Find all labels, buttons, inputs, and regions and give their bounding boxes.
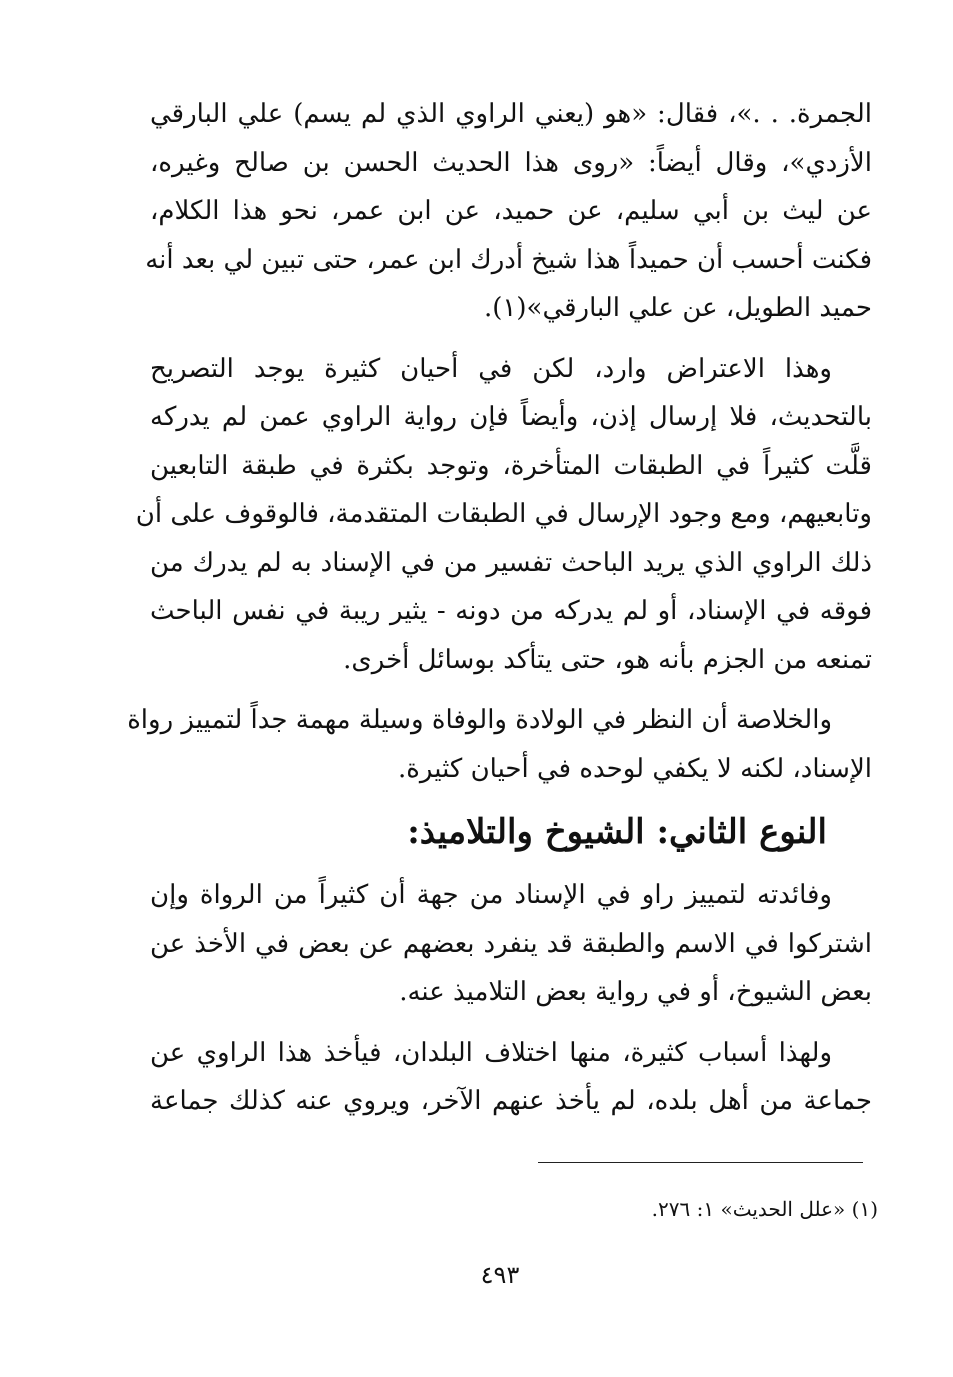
page-body [127, 90, 872, 1126]
page-number: ٤٩٣ [480, 1261, 520, 1289]
paragraph-1 [145, 90, 872, 333]
paragraph-2 [135, 345, 872, 685]
text-line: بعض الشيوخ، أو في رواية بعض التلاميذ عنه. [399, 977, 872, 1007]
text-line: جماعة من أهل بلده، لم يأخذ عنهم الآخر، ويروي عنه كذلك جماعة [150, 1086, 872, 1116]
text-line: ولهذا أسباب كثيرة، منها اختلاف البلدان، فيأخذ هذا الراوي عن [150, 1037, 832, 1068]
text-line: الجمرة. . .»، فقال: «هو (يعني الراوي الذي لم يسم) علي البارقي [150, 99, 872, 129]
text-line: تمنعه من الجزم بأنه هو، حتى يتأكد بوسائل أخرى. [343, 644, 872, 675]
text-line: وهذا الاعتراض وارد، لكن في أحيان كثيرة يوجد التصريح [150, 353, 832, 384]
text-line: ذلك الراوي الذي يريد الباحث تفسير من في الإسناد به لم يدرك من [150, 547, 872, 578]
text-line: حميد الطويل، عن علي البارقي»(١). [484, 293, 872, 323]
paragraph-gap [150, 1017, 872, 1029]
text-line: وفائدته لتمييز راو في الإسناد من جهة أن كثيراً من الرواة وإن [150, 880, 832, 910]
text-line: قلَّت كثيراً في الطبقات المتأخرة، وتوجد بكثرة في طبقة التابعين [150, 450, 872, 481]
paragraph-4 [150, 871, 872, 1017]
text-line: الإسناد، لكنه لا يكفي لوحده في أحيان كثيرة. [398, 753, 872, 784]
footnote: (١) «علل الحديث» ١: ٢٧٦. [651, 1197, 878, 1221]
text-line: اشتركوا في الاسم والطبقة قد ينفرد بعضهم عن بعض في الأخذ عن [150, 928, 872, 959]
text-line: والخلاصة أن النظر في الولادة والوفاة وسيلة مهمة جداً لتمييز رواة [127, 705, 832, 735]
text-line: الأزدي»، وقال أيضاً: «روى هذا الحديث الحسن بن صالح وغيره، [150, 147, 872, 178]
footnote-divider [538, 1162, 863, 1163]
paragraph-gap [150, 684, 872, 696]
text-line: بالتحديث، فلا إرسال إذن، وأيضاً فإن رواية الراوي عمن لم يدركه [150, 402, 872, 432]
text-line: وتابعيهم، ومع وجود الإرسال في الطبقات المتقدمة، فالوقوف على أن [135, 499, 872, 529]
paragraph-5 [150, 1029, 872, 1126]
text-line: فوقه في الإسناد، أو لم يدركه من دونه - يثير ريبة في نفس الباحث [150, 596, 872, 626]
text-line: فكنت أحسب أن حميداً هذا شيخ أدرك ابن عمر، حتى تبين لي بعد أنه [145, 244, 872, 275]
section-heading: النوع الثاني: الشيوخ والتلاميذ: [407, 812, 827, 852]
paragraph-3 [127, 696, 872, 793]
paragraph-gap [150, 333, 872, 345]
text-line: عن ليث بن أبي سليم، عن حميد، عن ابن عمر، نحو هذا الكلام، [150, 196, 872, 226]
